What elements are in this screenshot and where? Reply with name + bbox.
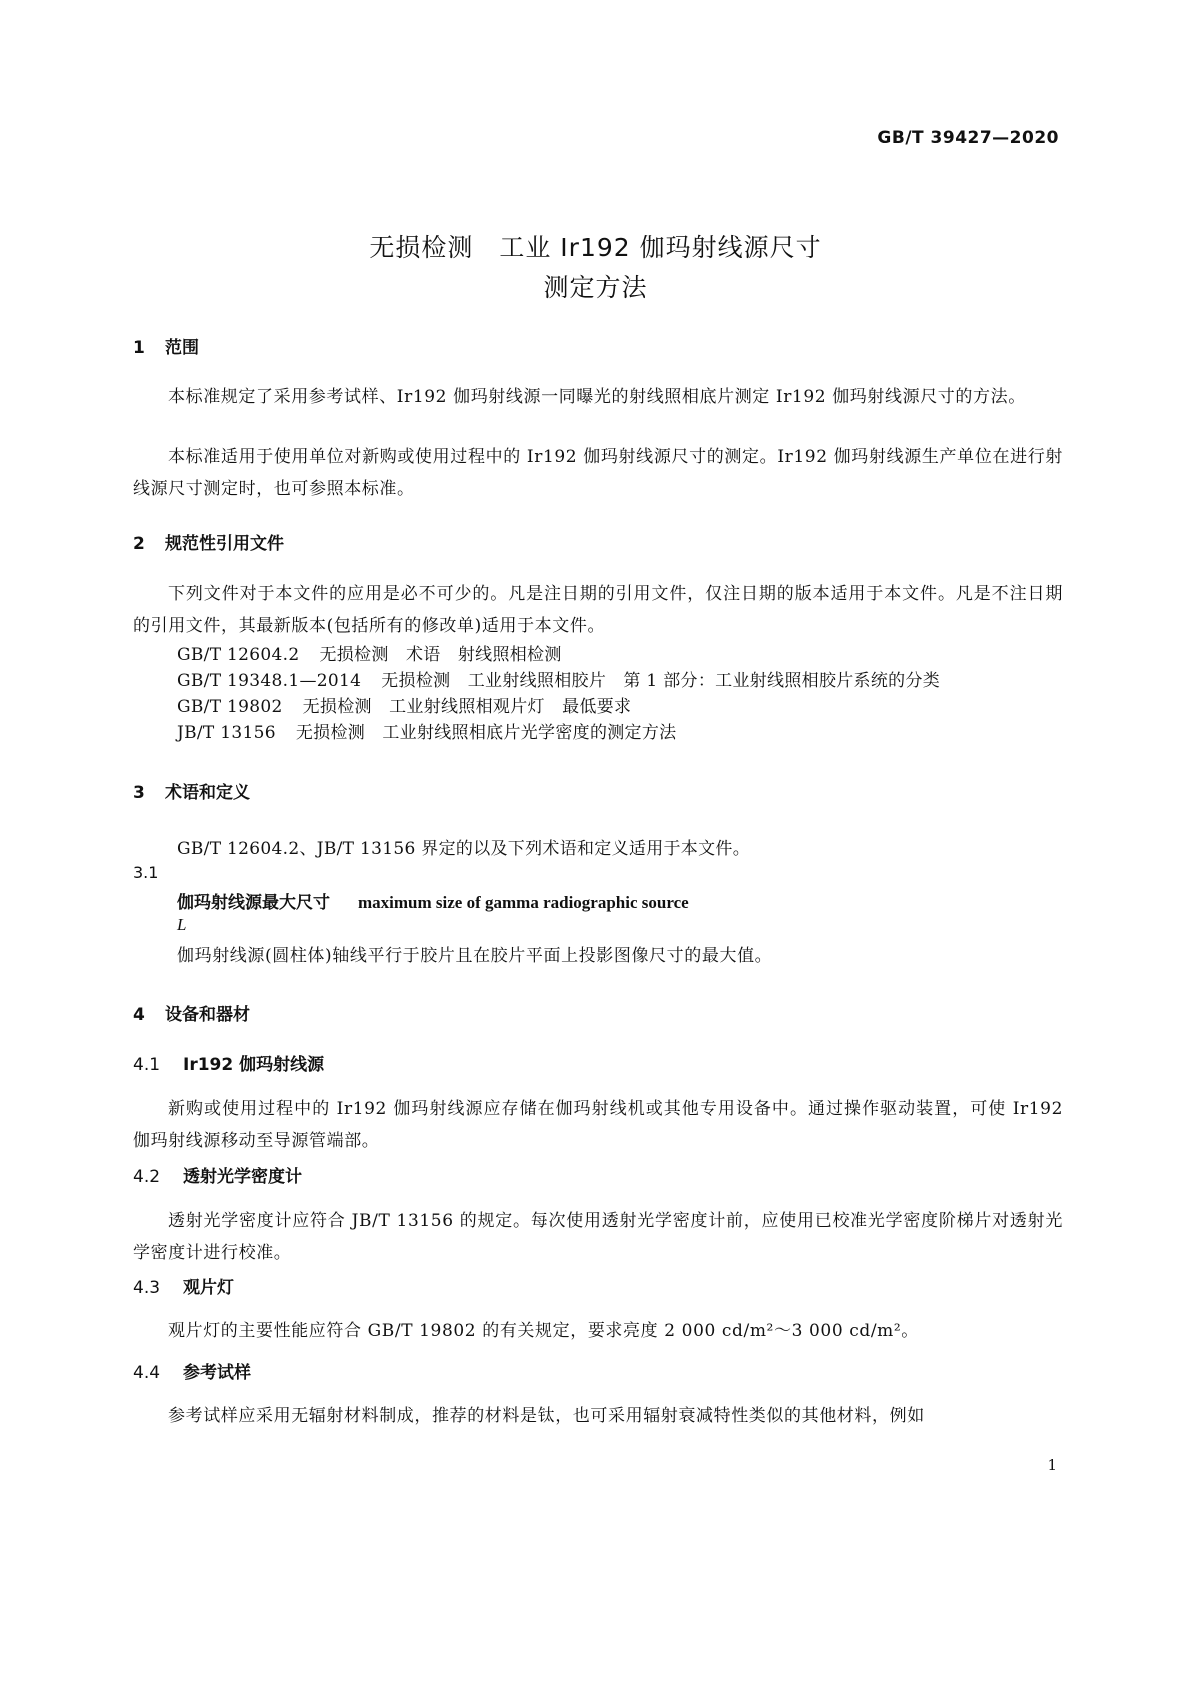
section-1-paragraph-1: 本标准规定了采用参考试样、Ir192 伽玛射线源一同曝光的射线照相底片测定 Ir192 伽玛射线源尺寸的方法。 <box>168 387 1026 407</box>
section-number: 2 <box>133 534 145 554</box>
subsection-title: 观片灯 <box>183 1278 234 1298</box>
reference-item <box>177 666 940 691</box>
section-title: 术语和定义 <box>165 783 250 803</box>
section-1-paragraph-2: 本标准适用于使用单位对新购或使用过程中的 Ir192 伽玛射线源尺寸的测定。Ir192 伽玛射线源生产单位在进行射线源尺寸测定时，也可参照本标准。 <box>133 447 1063 499</box>
reference-item <box>177 718 676 743</box>
subsection-title: 透射光学密度计 <box>183 1167 302 1187</box>
term-title <box>177 888 689 913</box>
term-title-english: maximum size of gamma radiographic source <box>358 893 689 912</box>
section-title: 设备和器材 <box>165 1005 250 1025</box>
section-2-heading <box>133 529 284 554</box>
subsection-4-2-heading <box>133 1162 302 1187</box>
term-title-chinese: 伽玛射线源最大尺寸 <box>177 893 330 913</box>
section-title: 规范性引用文件 <box>165 534 284 554</box>
section-2-intro: 下列文件对于本文件的应用是必不可少的。凡是注日期的引用文件，仅注日期的版本适用于本文件。凡是不注日期的引用文件，其最新版本(包括所有的修改单)适用于本文件。 <box>133 584 1063 636</box>
section-3-heading <box>133 778 250 803</box>
page-number: 1 <box>1047 1456 1057 1474</box>
reference-title: 无损检测 术语 射线照相检测 <box>319 645 562 665</box>
section-3-intro: GB/T 12604.2、JB/T 13156 界定的以及下列术语和定义适用于本文件。 <box>177 839 751 859</box>
reference-code: GB/T 12604.2 <box>177 645 300 665</box>
subsection-4-3-heading <box>133 1273 234 1298</box>
document-title-line-1: 无损检测 工业 Ir192 伽玛射线源尺寸 <box>369 233 822 262</box>
reference-code: GB/T 19802 <box>177 697 283 717</box>
subsection-title: 参考试样 <box>183 1363 251 1383</box>
reference-title: 无损检测 工业射线照相胶片 第 1 部分：工业射线照相胶片系统的分类 <box>381 671 941 691</box>
section-number: 3 <box>133 783 145 803</box>
standard-code: GB/T 39427—2020 <box>877 128 1059 148</box>
section-number: 4 <box>133 1005 145 1025</box>
reference-title: 无损检测 工业射线照相观片灯 最低要求 <box>302 697 632 717</box>
reference-item <box>177 640 562 665</box>
document-title-line-2: 测定方法 <box>543 273 648 302</box>
subsection-title: Ir192 伽玛射线源 <box>183 1055 325 1075</box>
subsection-4-2-text: 透射光学密度计应符合 JB/T 13156 的规定。每次使用透射光学密度计前，应使用已校准光学密度阶梯片对透射光学密度计进行校准。 <box>133 1211 1063 1263</box>
section-title: 范围 <box>165 338 199 358</box>
section-1-heading <box>133 333 199 358</box>
subsection-4-1-heading <box>133 1050 324 1075</box>
reference-code: GB/T 19348.1—2014 <box>177 671 362 691</box>
subsection-4-4-text: 参考试样应采用无辐射材料制成，推荐的材料是钛，也可采用辐射衰减特性类似的其他材料，例如 <box>168 1406 925 1426</box>
reference-code: JB/T 13156 <box>177 723 276 743</box>
reference-item <box>177 692 631 717</box>
term-number: 3.1 <box>133 863 159 882</box>
subsection-number: 4.4 <box>133 1363 161 1383</box>
subsection-number: 4.2 <box>133 1167 161 1187</box>
section-number: 1 <box>133 338 145 358</box>
subsection-number: 4.1 <box>133 1055 161 1075</box>
section-4-heading <box>133 1000 250 1025</box>
subsection-4-4-heading <box>133 1358 251 1383</box>
term-symbol: L <box>177 915 187 934</box>
subsection-4-3-text: 观片灯的主要性能应符合 GB/T 19802 的有关规定，要求亮度 2 000 cd/m²～3 000 cd/m²。 <box>168 1321 919 1341</box>
term-definition: 伽玛射线源(圆柱体)轴线平行于胶片且在胶片平面上投影图像尺寸的最大值。 <box>177 946 773 966</box>
subsection-number: 4.3 <box>133 1278 161 1298</box>
subsection-4-1-text: 新购或使用过程中的 Ir192 伽玛射线源应存储在伽玛射线机或其他专用设备中。通过操作驱动装置，可使 Ir192 伽玛射线源移动至导源管端部。 <box>133 1099 1063 1151</box>
reference-title: 无损检测 工业射线照相底片光学密度的测定方法 <box>295 723 677 743</box>
